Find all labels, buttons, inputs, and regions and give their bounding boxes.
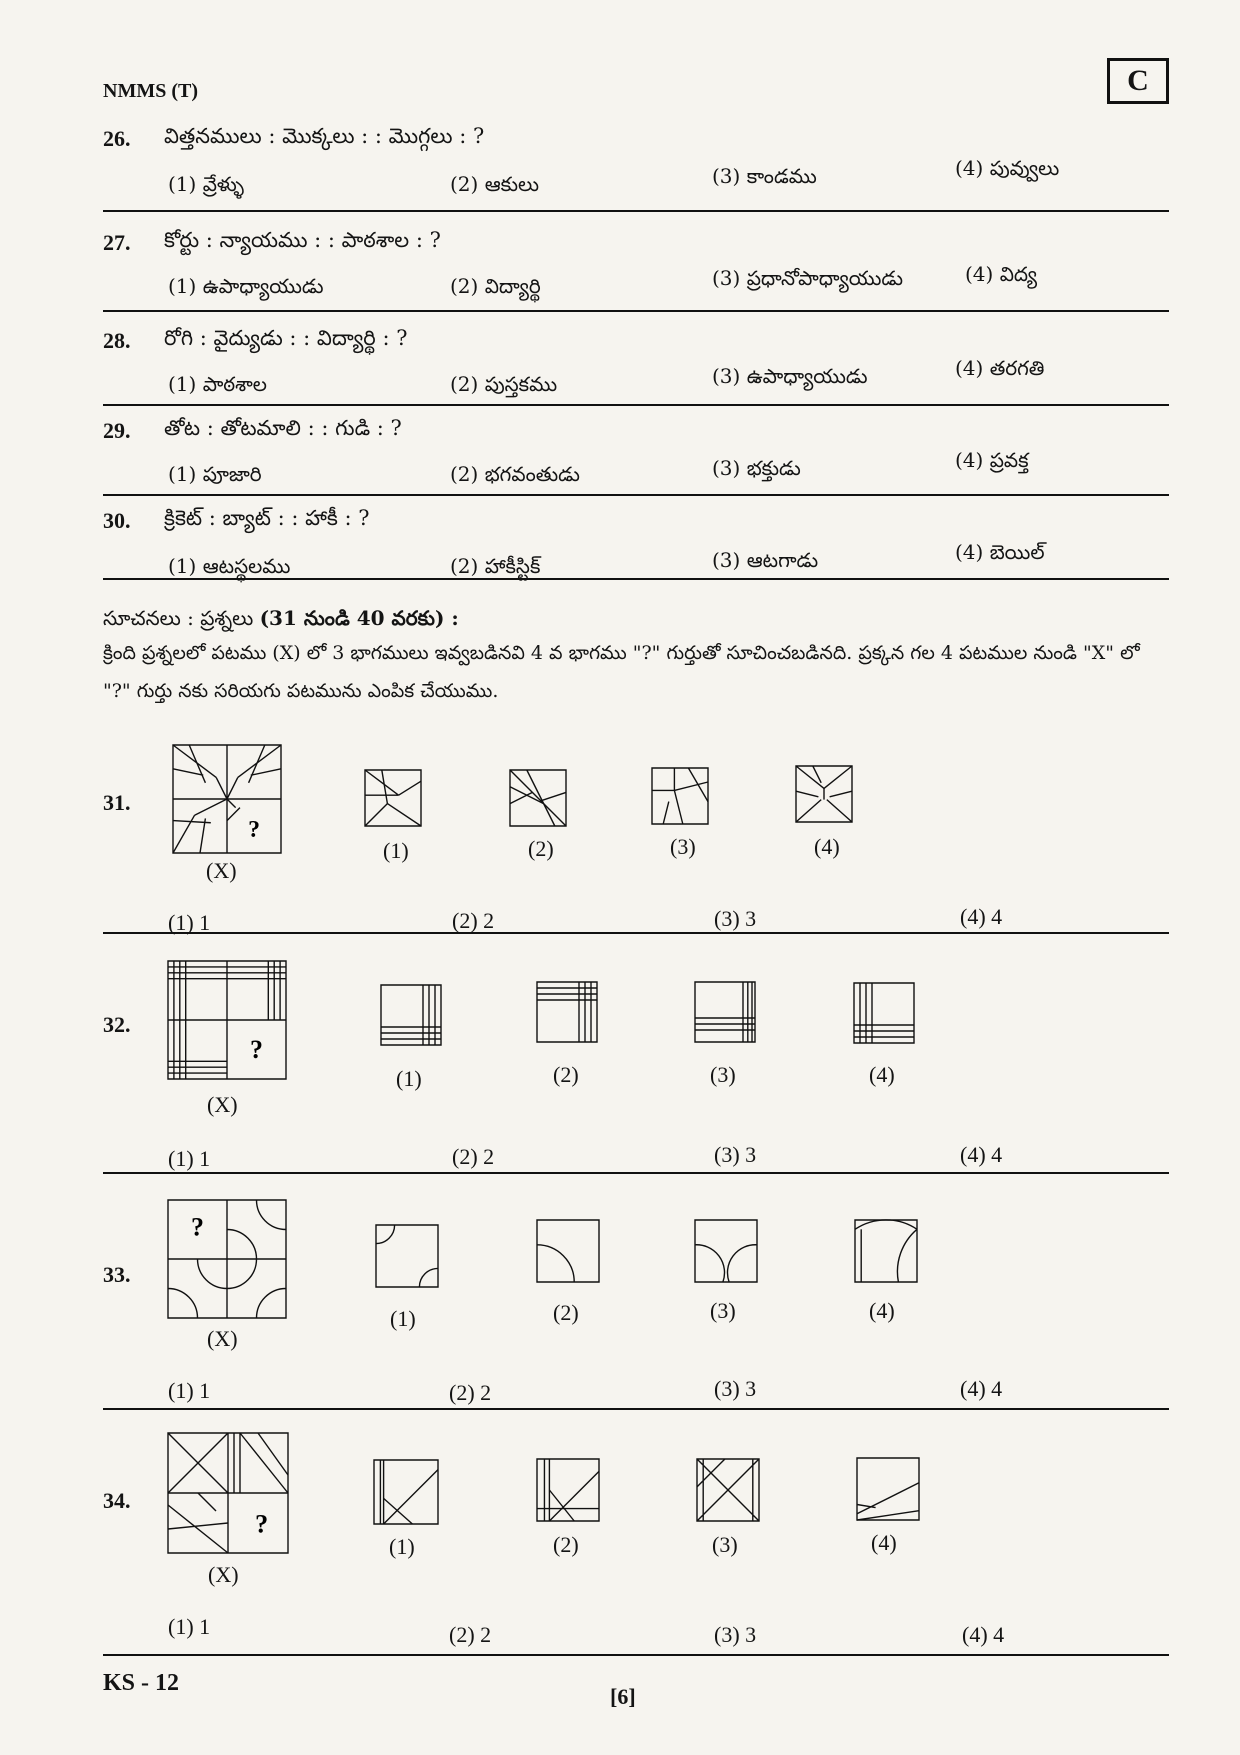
option-3: (3) కాండము [712, 164, 817, 188]
divider [103, 1172, 1169, 1174]
question-number: 26. [103, 126, 131, 151]
question-text: విత్తనములు : మొక్కలు : : మొగ్గలు : ? [164, 124, 485, 148]
choice-label-3: (3) [712, 1532, 738, 1557]
choice-figure-1 [381, 985, 441, 1045]
instructions-body: క్రింది ప్రశ్నలలో పటము (X) లో 3 భాగములు ఇవ్వబడినవి 4 వ భాగము "?" గుర్తుతో సూచించబడినది. ప్రక్కన గల 4 పటముల నుండి "X" లో "?" గుర్తు నకు సరియగు పటమును ఎంపిక చేయుము. [103, 642, 1140, 702]
choice-figure-3 [695, 982, 755, 1042]
choice-figure-3 [697, 1458, 759, 1522]
answer-4: (4) 4 [962, 1622, 1005, 1647]
answer-1: (1) 1 [168, 1614, 211, 1639]
answer-4: (4) 4 [960, 904, 1003, 929]
option-4: (4) బెయిల్ [955, 540, 1045, 564]
choice-figure-1 [374, 1460, 438, 1524]
question-number: 27. [103, 230, 131, 255]
question-text: రోగి : వైద్యుడు : : విద్యార్థి : ? [164, 326, 408, 350]
figure-label: (X) [208, 1562, 239, 1587]
divider [103, 494, 1169, 496]
option-1: (1) ఆటస్థలము [168, 554, 291, 578]
choice-label-4: (4) [814, 834, 840, 859]
option-1: (1) పూజారి [168, 462, 262, 486]
choice-label-2: (2) [553, 1062, 579, 1087]
choice-label-4: (4) [869, 1062, 895, 1087]
divider [103, 210, 1169, 212]
question-text: క్రికెట్ : బ్యాట్ : : హాకీ : ? [164, 506, 370, 530]
choice-label-1: (1) [390, 1306, 416, 1331]
option-1: (1) వ్రేళ్ళు [168, 172, 245, 196]
choice-label-1: (1) [389, 1534, 415, 1559]
option-1: (1) పాఠశాల [168, 372, 267, 396]
question-text: తోట : తోటమాలి : : గుడి : ? [164, 416, 402, 440]
option-2: (2) పుస్తకము [450, 372, 558, 396]
choice-label-2: (2) [553, 1532, 579, 1557]
choice-label-2: (2) [553, 1300, 579, 1325]
choice-figure-4 [853, 983, 915, 1043]
option-2: (2) హాకీస్టిక్ [450, 554, 541, 578]
svg-text:?: ? [250, 1034, 263, 1064]
choice-figure-4 [796, 766, 852, 822]
choice-figure-3 [695, 1220, 757, 1282]
choice-label-3: (3) [670, 834, 696, 859]
choice-figure-2 [510, 770, 566, 826]
choice-label-1: (1) [396, 1066, 422, 1091]
choice-figure-2 [537, 1220, 599, 1282]
figure-label: (X) [207, 1326, 238, 1351]
option-1: (1) ఉపాధ్యాయుడు [168, 274, 324, 298]
choice-figure-1 [365, 770, 421, 826]
choice-label-3: (3) [710, 1298, 736, 1323]
choice-figure-3 [652, 768, 708, 824]
choice-figure-2 [537, 982, 597, 1042]
problem-figure [168, 1432, 288, 1554]
answer-2: (2) 2 [452, 908, 495, 933]
svg-text:?: ? [248, 816, 260, 843]
answer-1: (1) 1 [168, 1146, 211, 1171]
option-2: (2) భగవంతుడు [450, 462, 580, 486]
answer-3: (3) 3 [714, 1142, 757, 1167]
problem-figure [172, 745, 282, 853]
option-3: (3) ఉపాధ్యాయుడు [712, 364, 868, 388]
choice-figure-1 [376, 1225, 438, 1287]
divider [103, 1654, 1169, 1656]
divider [103, 310, 1169, 312]
figure-label: (X) [207, 1092, 238, 1117]
exam-code: NMMS (T) [103, 80, 198, 102]
svg-text:?: ? [191, 1212, 204, 1242]
question-number: 28. [103, 328, 131, 353]
answer-3: (3) 3 [714, 1376, 757, 1401]
choice-figure-2 [537, 1458, 599, 1522]
answer-1: (1) 1 [168, 1378, 211, 1403]
choice-figure-4 [856, 1458, 920, 1520]
answer-2: (2) 2 [452, 1144, 495, 1169]
option-3: (3) ప్రధానోపాధ్యాయుడు [712, 266, 904, 290]
choice-label-3: (3) [710, 1062, 736, 1087]
answer-1: (1) 1 [168, 910, 211, 935]
option-4: (4) ప్రవక్త [955, 448, 1029, 472]
question-text: కోర్టు : న్యాయము : : పాఠశాల : ? [164, 228, 441, 252]
divider [103, 932, 1169, 934]
option-4: (4) పువ్వులు [955, 156, 1060, 180]
divider [103, 1408, 1169, 1410]
set-badge: C [1107, 58, 1169, 104]
option-2: (2) ఆకులు [450, 172, 540, 196]
answer-3: (3) 3 [714, 906, 757, 931]
option-3: (3) ఆటగాడు [712, 548, 819, 572]
option-2: (2) విద్యార్థి [450, 274, 541, 298]
answer-3: (3) 3 [714, 1622, 757, 1647]
page-number: [6] [610, 1684, 636, 1709]
question-number: 34. [103, 1488, 131, 1513]
divider [103, 404, 1169, 406]
instructions-title: సూచనలు : ప్రశ్నలు (31 నుండి 40 వరకు) : [103, 606, 459, 630]
option-4: (4) విద్య [965, 262, 1038, 286]
question-number: 31. [103, 790, 131, 815]
answer-2: (2) 2 [449, 1622, 492, 1647]
answer-4: (4) 4 [960, 1376, 1003, 1401]
answer-4: (4) 4 [960, 1142, 1003, 1167]
choice-figure-4 [855, 1220, 917, 1282]
answer-2: (2) 2 [449, 1380, 492, 1405]
choice-label-4: (4) [871, 1530, 897, 1555]
question-number: 30. [103, 508, 131, 533]
svg-text:?: ? [254, 1508, 269, 1539]
question-number: 32. [103, 1012, 131, 1037]
footer-code: KS - 12 [103, 1670, 180, 1696]
choice-label-1: (1) [383, 838, 409, 863]
option-4: (4) తరగతి [955, 356, 1045, 380]
problem-figure [168, 1198, 286, 1320]
problem-figure [168, 958, 286, 1082]
choice-label-4: (4) [869, 1298, 895, 1323]
divider [103, 578, 1169, 580]
option-3: (3) భక్తుడు [712, 456, 801, 480]
question-number: 29. [103, 418, 131, 443]
choice-label-2: (2) [528, 836, 554, 861]
figure-label: (X) [206, 858, 237, 883]
question-number: 33. [103, 1262, 131, 1287]
